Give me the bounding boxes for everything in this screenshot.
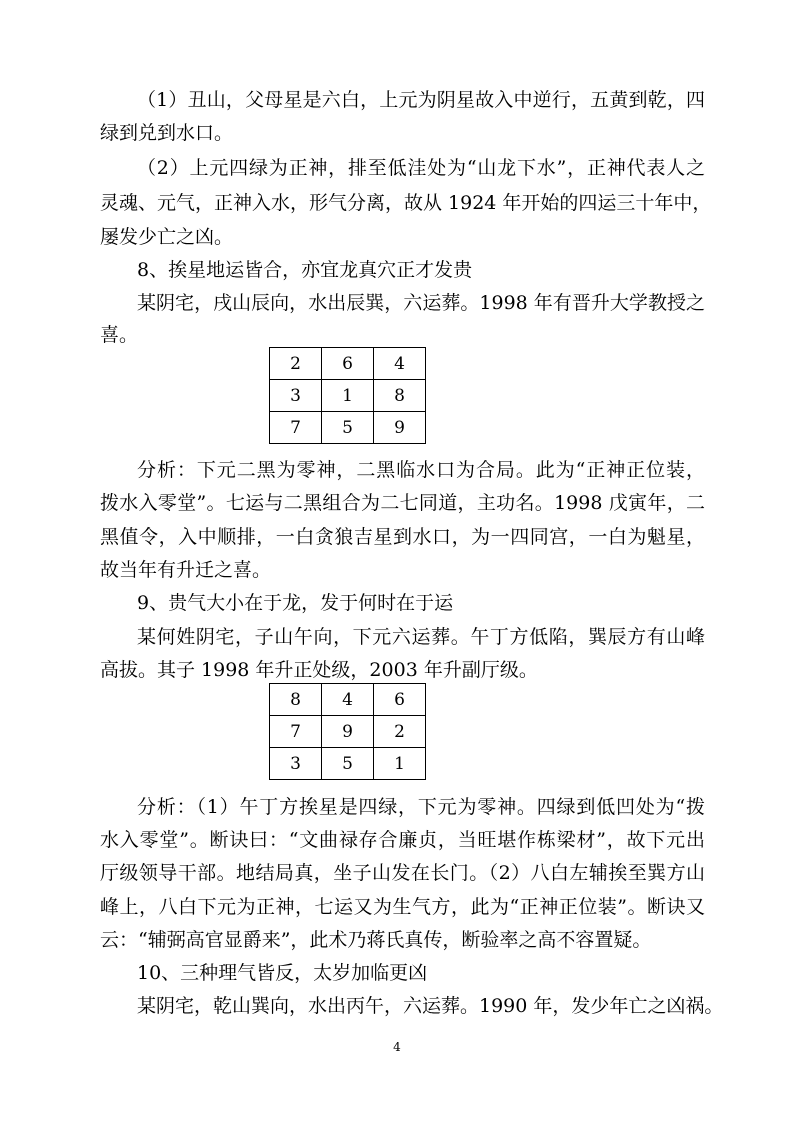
page-number: 4 xyxy=(393,1040,401,1054)
grid-cell: 5 xyxy=(322,748,374,780)
grid-cell: 6 xyxy=(322,348,374,380)
grid-cell: 7 xyxy=(270,716,322,748)
paragraph-line: 某阴宅，乾山巽向，水出丙午，六运葬。1990 年，发少年亡之凶祸。 xyxy=(137,995,724,1017)
grid-cell: 7 xyxy=(270,412,322,444)
paragraph-line: 拨水入零堂”。七运与二黑组合为二七同道，主功名。1998 戊寅年，二 xyxy=(100,492,705,514)
grid-cell: 6 xyxy=(374,684,426,716)
grid-cell: 8 xyxy=(374,380,426,412)
section-heading: 10、三种理气皆反，太岁加临更凶 xyxy=(137,962,428,984)
paragraph-line: 喜。 xyxy=(100,324,139,346)
paragraph-line: 某何姓阴宅，子山午向，下元六运葬。午丁方低陷，巽辰方有山峰 xyxy=(137,626,705,648)
paragraph-line: 峰上，八白下元为正神，七运又为生气方，此为“正神正位装”。断诀又 xyxy=(100,896,705,918)
grid-cell: 8 xyxy=(270,684,322,716)
grid-cell: 2 xyxy=(270,348,322,380)
paragraph-line: 厅级领导干部。地结局真，坐子山发在长门。（2）八白左辅挨至巽方山 xyxy=(100,862,705,884)
paragraph-line: （1）丑山，父母星是六白，上元为阴星故入中逆行，五黄到乾，四 xyxy=(137,89,705,111)
paragraph-line: 绿到兑到水口。 xyxy=(100,122,234,144)
paragraph-line: 某阴宅，戌山辰向，水出辰巽，六运葬。1998 年有晋升大学教授之 xyxy=(137,292,705,314)
grid-cell: 1 xyxy=(322,380,374,412)
grid-cell: 5 xyxy=(322,412,374,444)
paragraph-line: 屡发少亡之凶。 xyxy=(100,226,234,248)
paragraph-line: 黑值令，入中顺排，一白贪狼吉星到水口，为一四同宫，一白为魁星， xyxy=(100,526,705,548)
grid-cell: 2 xyxy=(374,716,426,748)
paragraph-line: 故当年有升迁之喜。 xyxy=(100,559,272,581)
paragraph-line: 云：“辅弼高官显爵来”，此术乃蒋氏真传，断验率之高不容置疑。 xyxy=(100,929,652,951)
grid-cell: 3 xyxy=(270,380,322,412)
grid-cell: 9 xyxy=(374,412,426,444)
flying-star-grid-1 xyxy=(269,347,426,444)
paragraph-line: 分析：下元二黑为零神，二黑临水口为合局。此为“正神正位装， xyxy=(137,459,705,481)
section-heading: 9、贵气大小在于龙，发于何时在于运 xyxy=(137,592,454,614)
grid-cell: 9 xyxy=(322,716,374,748)
paragraph-line: 灵魂、元气，正神入水，形气分离，故从 1924 年开始的四运三十年中， xyxy=(100,192,712,214)
grid-cell: 3 xyxy=(270,748,322,780)
paragraph-line: 高拔。其子 1998 年升正处级，2003 年升副厅级。 xyxy=(100,659,538,681)
grid-cell: 4 xyxy=(322,684,374,716)
section-heading: 8、挨星地运皆合，亦宜龙真穴正才发贵 xyxy=(137,259,473,281)
paragraph-line: 水入零堂”。断诀曰：“文曲禄存合廉贞，当旺堪作栋梁材”，故下元出 xyxy=(100,829,705,851)
paragraph-line: 分析：（1）午丁方挨星是四绿，下元为零神。四绿到低凹处为“拨 xyxy=(137,796,705,818)
paragraph-line: （2）上元四绿为正神，排至低洼处为“山龙下水”，正神代表人之 xyxy=(137,157,705,179)
grid-cell: 1 xyxy=(374,748,426,780)
flying-star-grid-2 xyxy=(269,683,426,780)
grid-cell: 4 xyxy=(374,348,426,380)
